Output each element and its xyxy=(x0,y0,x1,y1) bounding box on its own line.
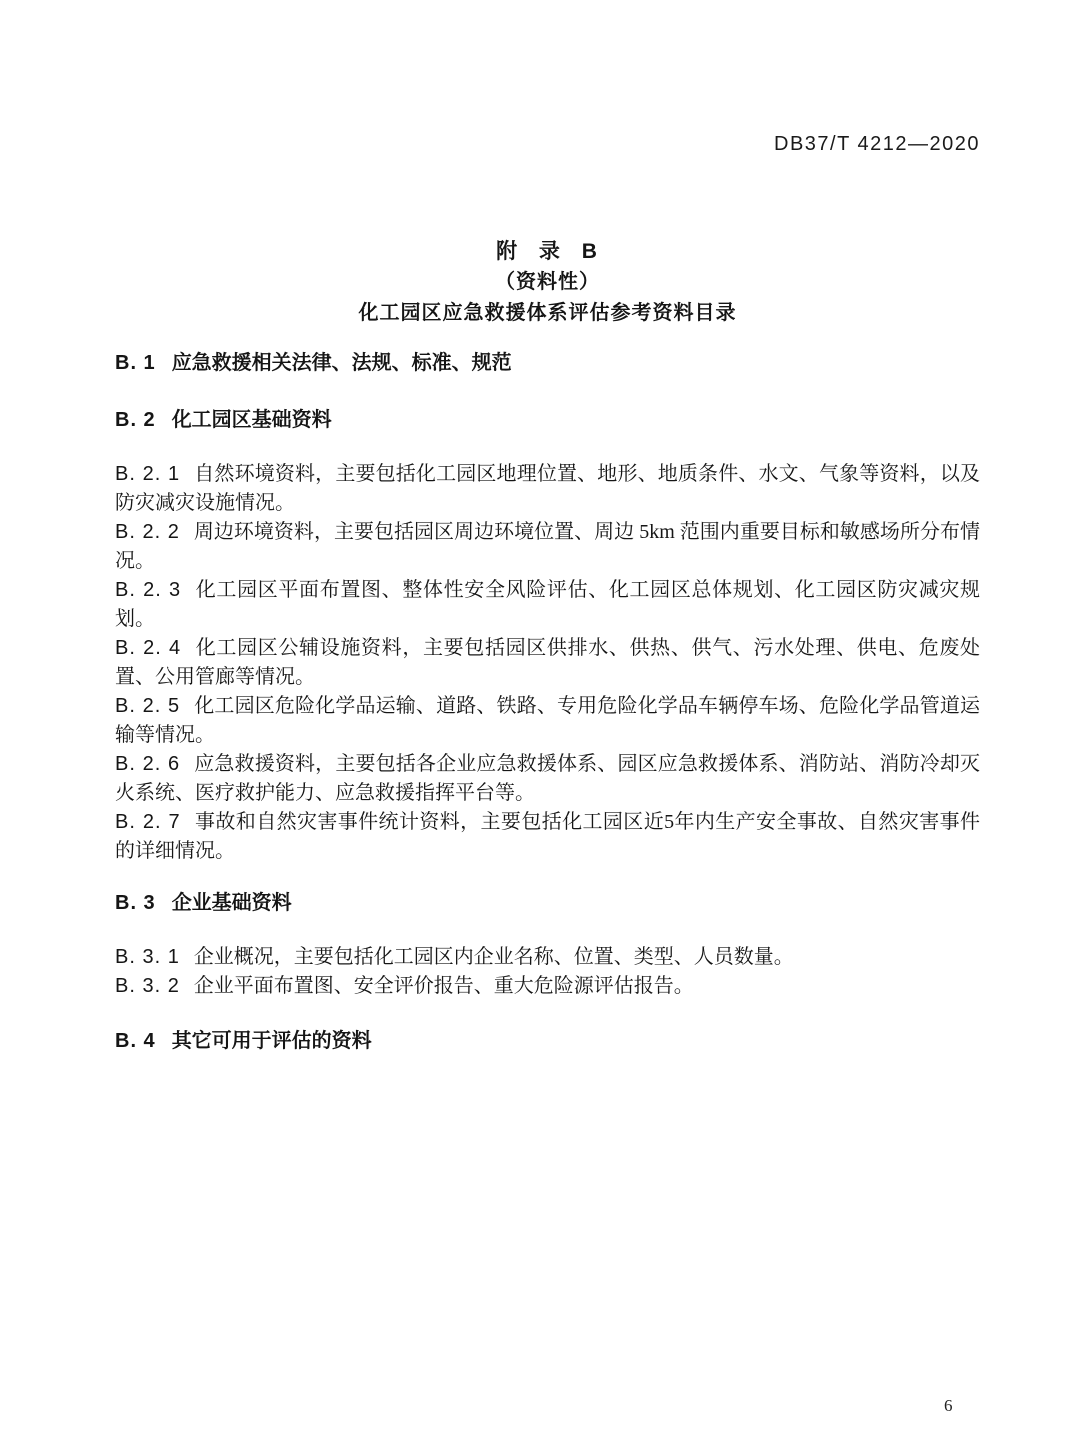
section-heading-b4 xyxy=(115,1026,980,1057)
clause-b2-6 xyxy=(115,750,980,808)
clause-text: 企业平面布置图、安全评价报告、重大危险源评估报告。 xyxy=(193,975,694,997)
clause-b2-3 xyxy=(115,576,980,634)
clause-text: 企业概况，主要包括化工园区内企业名称、位置、类型、人员数量。 xyxy=(193,946,794,968)
clause-b3-2 xyxy=(115,972,980,1001)
clause-b2-7 xyxy=(115,808,980,866)
section-heading-b2 xyxy=(115,405,980,436)
section-title: 化工园区基础资料 xyxy=(171,409,332,431)
clause-number: B. 2. 3 xyxy=(115,579,182,601)
appendix-title: 附 录 B xyxy=(496,240,599,263)
clause-number: B. 2. 4 xyxy=(115,637,182,659)
page-number: 6 xyxy=(944,1396,953,1415)
clause-b2-4 xyxy=(115,634,980,692)
standard-code: DB37/T 4212—2020 xyxy=(774,133,980,155)
appendix-main-title: 化工园区应急救援体系评估参考资料目录 xyxy=(358,302,737,324)
section-number: B. 1 xyxy=(115,352,156,374)
clause-b2-5 xyxy=(115,692,980,750)
section-number: B. 2 xyxy=(115,409,156,431)
clause-number: B. 2. 6 xyxy=(115,753,181,775)
clause-b2-2 xyxy=(115,518,980,576)
clause-number: B. 2. 1 xyxy=(115,463,181,485)
clause-text: 自然环境资料，主要包括化工园区地理位置、地形、地质条件、水文、气象等资料，以及防灾减灾设施情况。 xyxy=(115,463,981,514)
clause-number: B. 3. 2 xyxy=(115,975,180,997)
section-title: 企业基础资料 xyxy=(171,892,292,914)
clause-text: 化工园区公辅设施资料，主要包括园区供排水、供热、供气、污水处理、供电、危废处置、公用管廊等情况。 xyxy=(115,637,981,688)
clause-number: B. 3. 1 xyxy=(115,946,180,968)
section-heading-b1 xyxy=(115,348,980,379)
section-heading-b3 xyxy=(115,888,980,919)
clause-text: 事故和自然灾害事件统计资料，主要包括化工园区近5年内生产安全事故、自然灾害事件的详细情况。 xyxy=(115,811,981,862)
clause-text: 化工园区平面布置图、整体性安全风险评估、化工园区总体规划、化工园区防灾减灾规划。 xyxy=(115,579,981,630)
clause-text: 化工园区危险化学品运输、道路、铁路、专用危险化学品车辆停车场、危险化学品管道运输等情况。 xyxy=(115,695,981,746)
clause-b2-1 xyxy=(115,460,980,518)
section-title: 应急救援相关法律、法规、标准、规范 xyxy=(171,352,512,374)
section-number: B. 4 xyxy=(115,1030,156,1052)
clause-number: B. 2. 5 xyxy=(115,695,181,717)
appendix-informative-label: （资料性） xyxy=(495,271,600,293)
clause-number: B. 2. 7 xyxy=(115,811,181,833)
clause-b3-1 xyxy=(115,943,980,972)
clause-text: 周边环境资料，主要包括园区周边环境位置、周边 5km 范围内重要目标和敏感场所分布情况。 xyxy=(115,521,980,572)
section-title: 其它可用于评估的资料 xyxy=(171,1030,372,1052)
clause-text: 应急救援资料，主要包括各企业应急救援体系、园区应急救援体系、消防站、消防冷却灭火系统、医疗救护能力、应急救援指挥平台等。 xyxy=(115,753,981,804)
section-number: B. 3 xyxy=(115,892,156,914)
clause-number: B. 2. 2 xyxy=(115,521,180,543)
